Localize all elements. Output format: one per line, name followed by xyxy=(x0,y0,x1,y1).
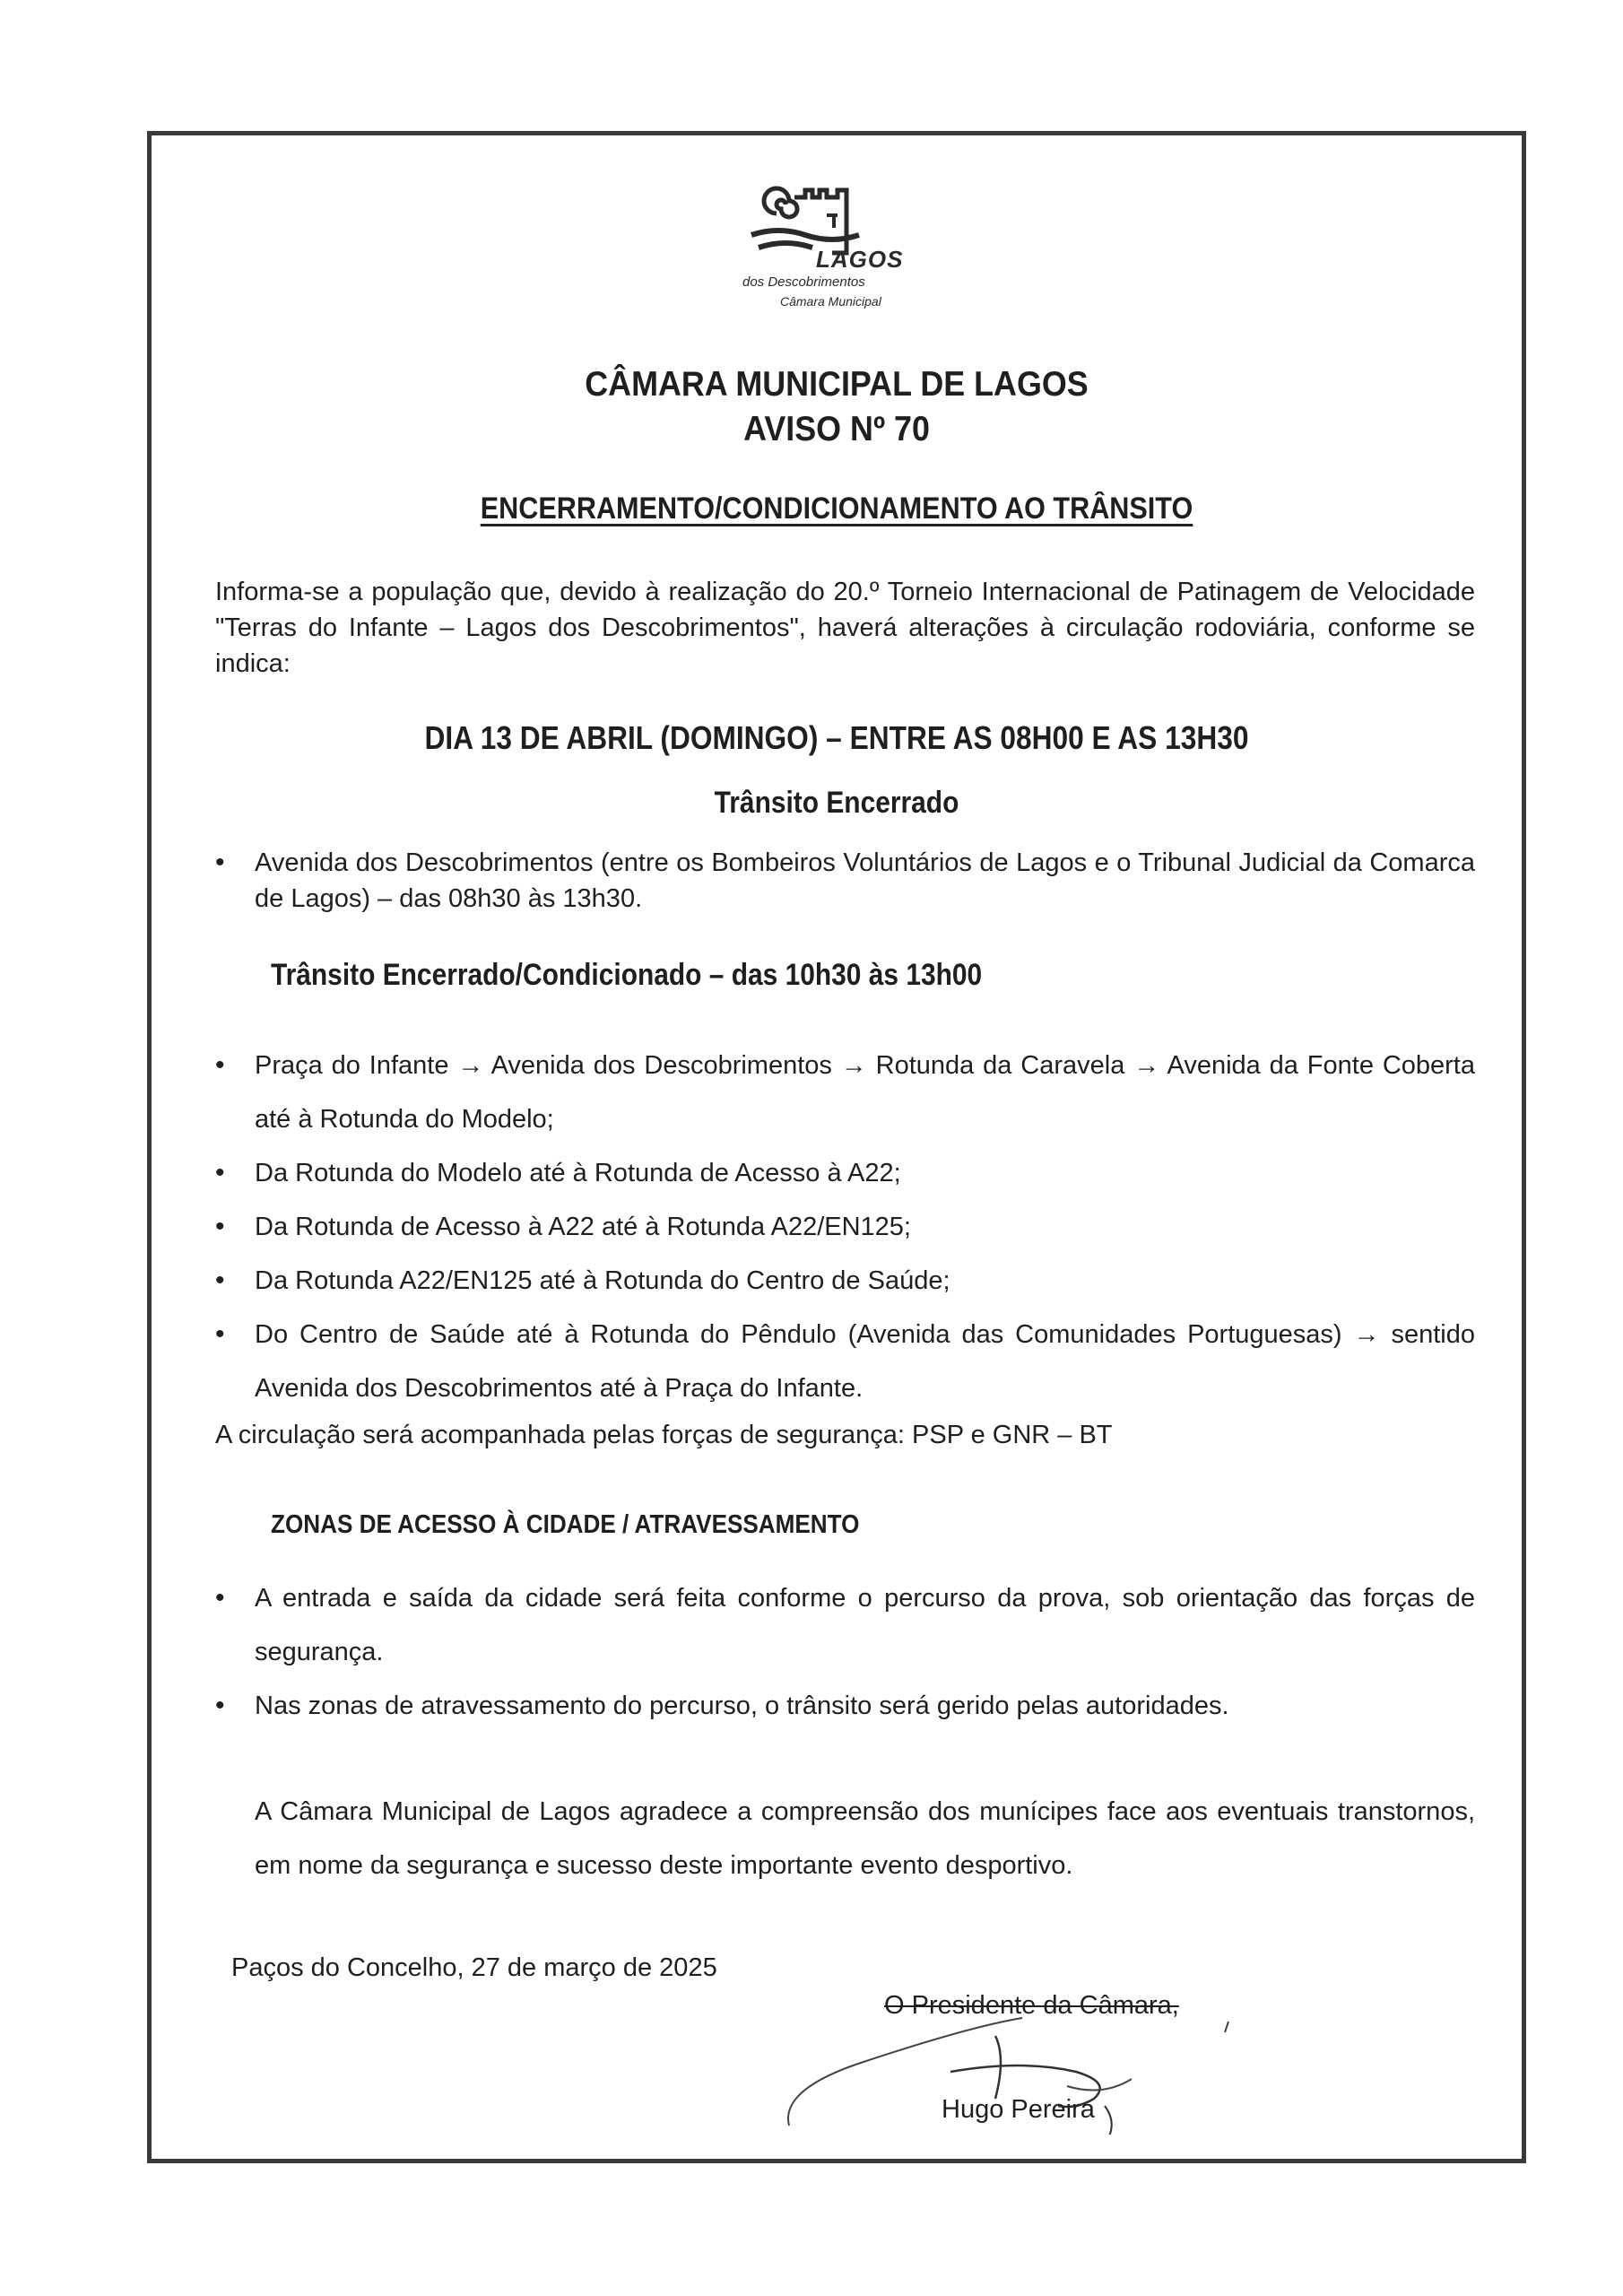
signatory-name: Hugo Pereira xyxy=(942,2095,1095,2124)
list-item: • Da Rotunda de Acesso à A22 até à Rotunda A22/EN125; xyxy=(215,1200,1475,1254)
logo-organization: Câmara Municipal xyxy=(780,294,881,309)
closed-roads-list xyxy=(215,845,1475,917)
place-date: Paços do Concelho, 27 de março de 2025 xyxy=(231,1953,717,1982)
list-item: • Avenida dos Descobrimentos (entre os Bombeiros Voluntários de Lagos e o Tribunal Judicial da Comarca de Lagos) – das 08h30 às 13h30. xyxy=(215,845,1475,917)
logo-wordmark: LAGOS xyxy=(816,246,904,273)
list-item: • Nas zonas de atravessamento do percurso, o trânsito será gerido pelas autoridades. xyxy=(215,1679,1475,1733)
notice-subject xyxy=(216,491,1457,526)
list-item: • A entrada e saída da cidade será feita conforme o percurso da prova, sob orientação das forças de segurança. xyxy=(215,1571,1475,1679)
circulation-note: A circulação será acompanhada pelas forças de segurança: PSP e GNR – BT xyxy=(215,1421,1113,1449)
page-title xyxy=(203,362,1471,452)
list-item: • Praça do Infante → Avenida dos Descobrimentos → Rotunda da Caravela → Avenida da Fonte Coberta até à Rotunda do Modelo; xyxy=(215,1039,1475,1146)
conditioned-roads-list xyxy=(215,1039,1475,1415)
list-item: • Da Rotunda do Modelo até à Rotunda de Acesso à A22; xyxy=(215,1146,1475,1200)
list-item: • Do Centro de Saúde até à Rotunda do Pêndulo (Avenida das Comunidades Portuguesas) → sentido Avenida dos Descobrimentos até à Praça do Infante. xyxy=(215,1308,1475,1415)
title-line-1: CÂMARA MUNICIPAL DE LAGOS xyxy=(585,365,1089,404)
zones-list xyxy=(215,1571,1475,1733)
signature-title: O Presidente da Câmara, xyxy=(884,1991,1179,2020)
zones-heading: ZONAS DE ACESSO À CIDADE / ATRAVESSAMENTO xyxy=(271,1510,860,1539)
lagos-logo xyxy=(741,170,920,323)
notice-subject-text: ENCERRAMENTO/CONDICIONAMENTO AO TRÂNSITO xyxy=(480,491,1193,526)
logo-tagline: dos Descobrimentos xyxy=(742,274,865,290)
intro-paragraph: Informa-se a população que, devido à realização do 20.º Torneio Internacional de Patinagem de Velocidade "Terras do Infante – Lagos dos Descobrimentos", haverá alterações à circulação rodoviária, conforme se indica: xyxy=(215,578,1475,678)
thanks-paragraph: A Câmara Municipal de Lagos agradece a compreensão dos munícipes face aos eventuais transtornos, em nome da segurança e sucesso deste importante evento desportivo. xyxy=(255,1797,1475,1880)
list-item: • Da Rotunda A22/EN125 até à Rotunda do Centro de Saúde; xyxy=(215,1254,1475,1308)
title-line-2: AVISO Nº 70 xyxy=(743,410,930,448)
section-closed-heading: Trânsito Encerrado xyxy=(714,786,959,820)
day-heading: DIA 13 DE ABRIL (DOMINGO) – ENTRE AS 08H00 E AS 13H30 xyxy=(424,719,1249,756)
section-conditioned-heading: Trânsito Encerrado/Condicionado – das 10h30 às 13h00 xyxy=(271,958,983,992)
